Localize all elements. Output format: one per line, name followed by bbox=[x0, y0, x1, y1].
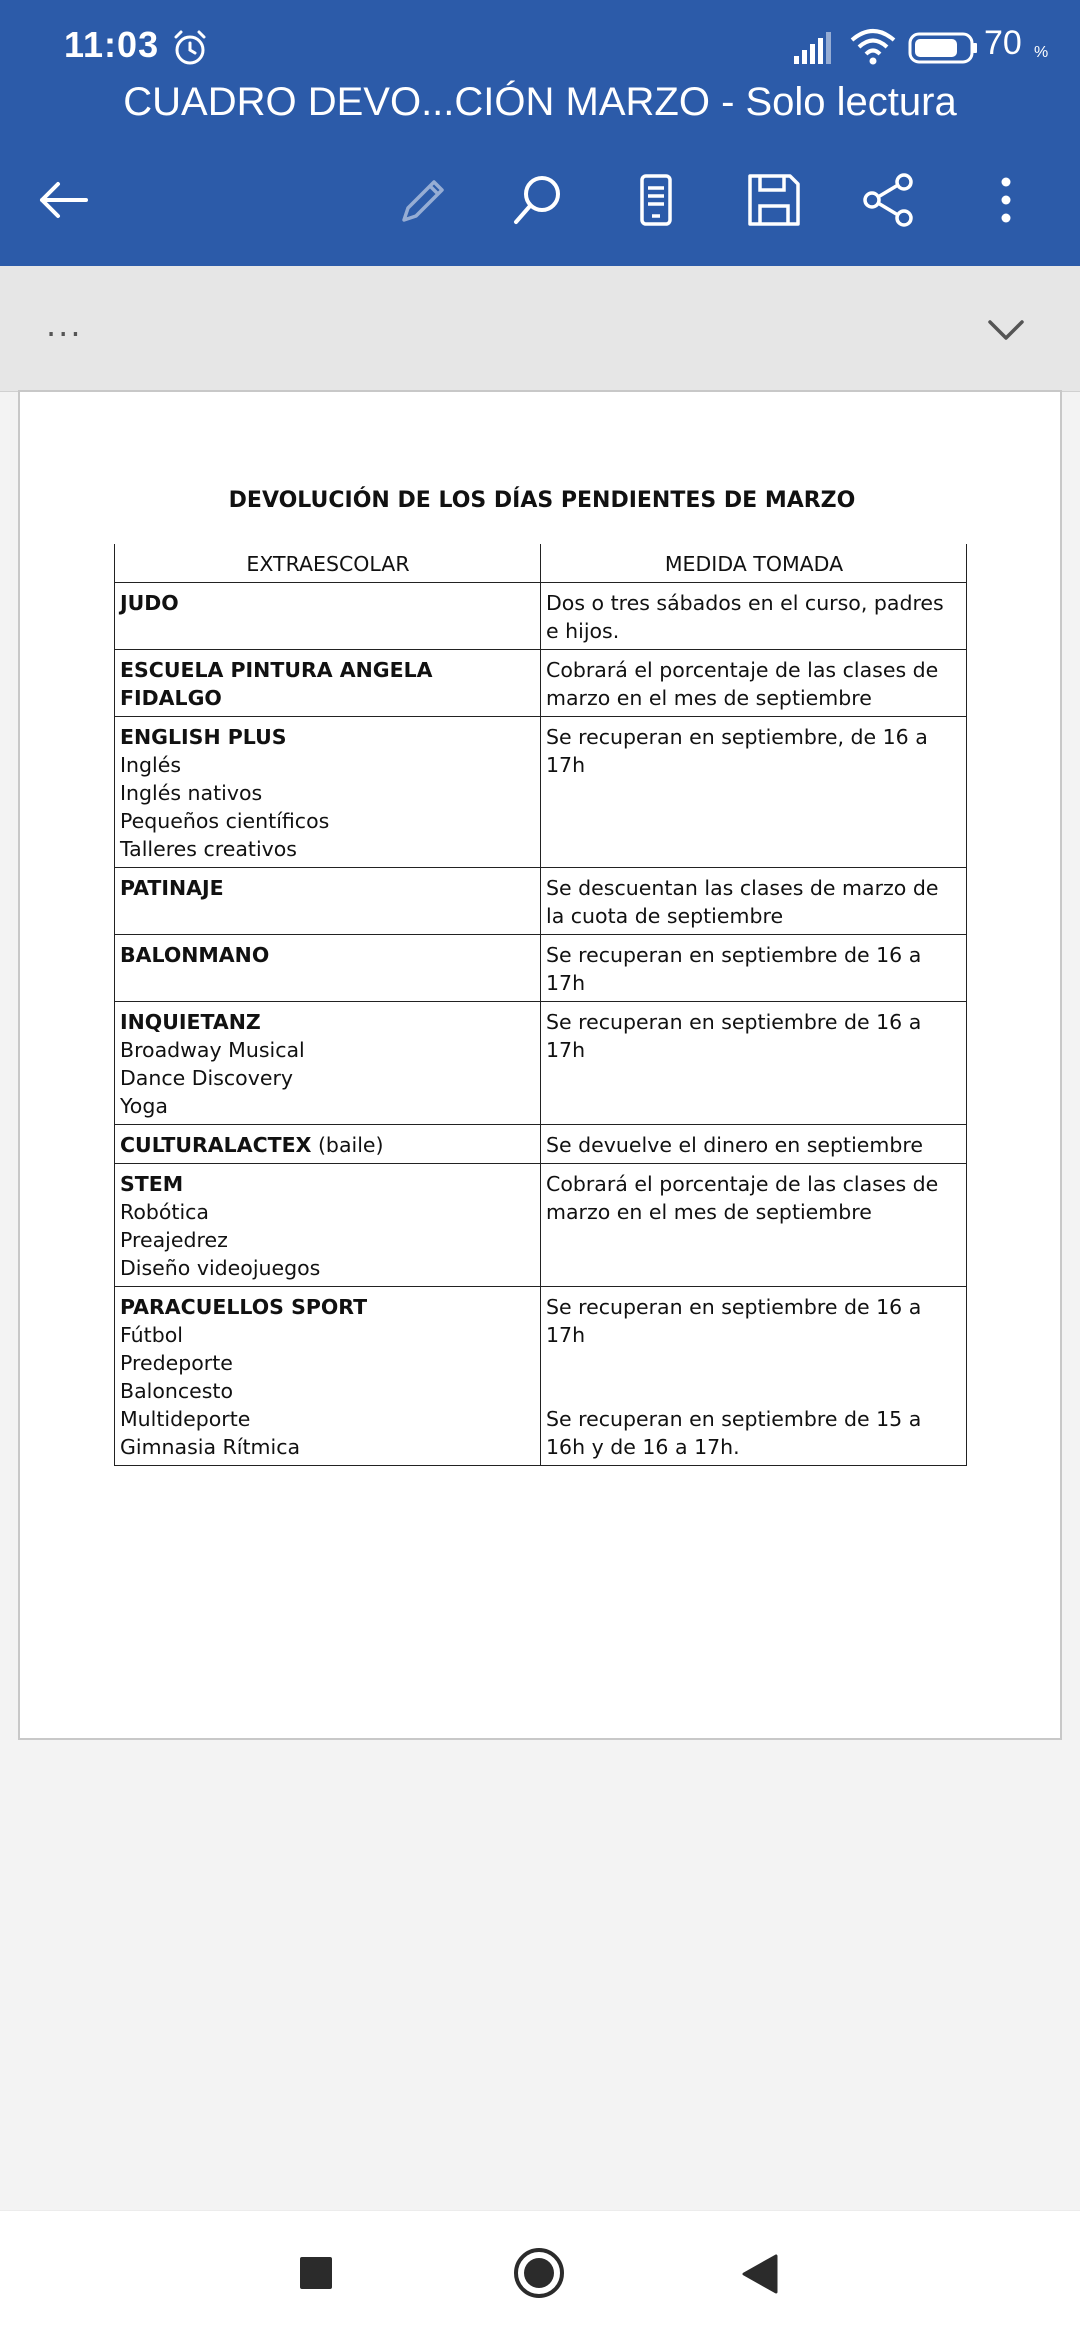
activity-note: (baile) bbox=[311, 1133, 384, 1157]
activity-subitem: Multideporte bbox=[120, 1407, 251, 1431]
measure-text: Se recuperan en septiembre, de 16 a 17h bbox=[546, 725, 928, 777]
activity-subitem: Pequeños científicos bbox=[120, 809, 330, 833]
activity-name: ENGLISH PLUS bbox=[120, 725, 287, 749]
column-header-measure: MEDIDA TOMADA bbox=[541, 544, 967, 583]
measure-cell bbox=[541, 583, 967, 650]
activity-cell bbox=[115, 650, 541, 717]
activity-cell bbox=[115, 1125, 541, 1164]
activity-cell bbox=[115, 935, 541, 1002]
activity-subitem: Broadway Musical bbox=[120, 1038, 305, 1062]
measure-cell bbox=[541, 1164, 967, 1287]
activity-subitem: Inglés nativos bbox=[120, 781, 263, 805]
activity-name: INQUIETANZ bbox=[120, 1010, 261, 1034]
measure-text: Dos o tres sábados en el curso, padres e hijos. bbox=[546, 591, 944, 643]
activity-subitem: Preajedrez bbox=[120, 1228, 228, 1252]
share-icon[interactable] bbox=[858, 170, 918, 230]
battery-percent: 70 bbox=[984, 24, 1022, 62]
edit-icon[interactable] bbox=[392, 170, 452, 230]
signal-icon bbox=[792, 30, 836, 64]
save-icon[interactable] bbox=[744, 170, 804, 230]
battery-icon bbox=[908, 32, 978, 64]
measure-cell bbox=[541, 1287, 967, 1466]
activity-subitem: Fútbol bbox=[120, 1323, 183, 1347]
reading-view-icon[interactable] bbox=[626, 170, 686, 230]
activity-cell bbox=[115, 717, 541, 868]
measure-cell bbox=[541, 650, 967, 717]
chevron-down-icon[interactable] bbox=[984, 310, 1028, 350]
table-row bbox=[115, 1125, 967, 1164]
activity-cell bbox=[115, 1002, 541, 1125]
activity-subitem: Baloncesto bbox=[120, 1379, 234, 1403]
measure-text: Cobrará el porcentaje de las clases de marzo en el mes de septiembre bbox=[546, 1172, 939, 1224]
measure-text: Se devuelve el dinero en septiembre bbox=[546, 1133, 923, 1157]
measure-text: Se recuperan en septiembre de 16 a 17h bbox=[546, 1295, 922, 1347]
activity-cell bbox=[115, 1287, 541, 1466]
measure-text: Se recuperan en septiembre de 16 a 17h bbox=[546, 943, 922, 995]
document-title: CUADRO DEVO...CIÓN MARZO - Solo lectura bbox=[123, 80, 957, 124]
activity-subitem: Gimnasia Rítmica bbox=[120, 1435, 301, 1459]
activity-cell bbox=[115, 583, 541, 650]
activity-cell bbox=[115, 1164, 541, 1287]
table-row bbox=[115, 717, 967, 868]
activity-cell bbox=[115, 868, 541, 935]
activity-name: PARACUELLOS SPORT bbox=[120, 1295, 368, 1319]
activity-name: ESCUELA PINTURA ANGELA FIDALGO bbox=[120, 658, 433, 710]
table-row bbox=[115, 1002, 967, 1125]
app-header bbox=[0, 0, 1080, 266]
activity-subitem: Diseño videojuegos bbox=[120, 1256, 321, 1280]
activity-subitem: Dance Discovery bbox=[120, 1066, 294, 1090]
activity-subitem: Talleres creativos bbox=[120, 837, 297, 861]
more-icon[interactable] bbox=[976, 170, 1036, 230]
activity-name: STEM bbox=[120, 1172, 184, 1196]
activity-name: JUDO bbox=[120, 591, 179, 615]
table-row bbox=[115, 650, 967, 717]
back-icon[interactable] bbox=[34, 170, 94, 230]
measure-cell bbox=[541, 868, 967, 935]
column-header-activity: EXTRAESCOLAR bbox=[115, 544, 541, 583]
activity-subitem: Yoga bbox=[120, 1094, 168, 1118]
activity-name: CULTURALACTEX bbox=[120, 1133, 312, 1157]
activity-subitem: Robótica bbox=[120, 1200, 209, 1224]
activities-table bbox=[114, 544, 967, 1466]
table-row bbox=[115, 935, 967, 1002]
table-row bbox=[115, 583, 967, 650]
measure-text: Se recuperan en septiembre de 16 a 17h bbox=[546, 1010, 922, 1062]
measure-text-secondary: Se recuperan en septiembre de 15 a 16h y de 16 a 17h. bbox=[546, 1407, 922, 1459]
activity-name: PATINAJE bbox=[120, 876, 224, 900]
measure-cell bbox=[541, 935, 967, 1002]
search-icon[interactable] bbox=[508, 170, 568, 230]
measure-cell bbox=[541, 1125, 967, 1164]
table-header-row bbox=[115, 544, 967, 583]
nav-recents-icon[interactable] bbox=[300, 2257, 332, 2289]
status-time: 11:03 bbox=[64, 24, 160, 65]
battery-unit: % bbox=[1034, 44, 1049, 61]
table-row bbox=[115, 1164, 967, 1287]
nav-back-icon[interactable] bbox=[740, 2252, 780, 2296]
measure-cell bbox=[541, 1002, 967, 1125]
measure-text: Cobrará el porcentaje de las clases de marzo en el mes de septiembre bbox=[546, 658, 939, 710]
document-heading: DEVOLUCIÓN DE LOS DÍAS PENDIENTES DE MARZO bbox=[228, 488, 856, 513]
table-row bbox=[115, 1287, 967, 1466]
measure-text: Se descuentan las clases de marzo de la cuota de septiembre bbox=[546, 876, 939, 928]
ribbon-bar bbox=[0, 266, 1080, 392]
measure-cell bbox=[541, 717, 967, 868]
nav-home-icon[interactable] bbox=[512, 2246, 566, 2300]
table-row bbox=[115, 868, 967, 935]
ribbon-ellipsis[interactable]: ... bbox=[46, 306, 83, 344]
wifi-icon bbox=[848, 26, 898, 68]
activity-subitem: Predeporte bbox=[120, 1351, 233, 1375]
document-page[interactable] bbox=[18, 390, 1062, 1740]
alarm-icon bbox=[170, 28, 210, 68]
table-body bbox=[115, 583, 967, 1466]
activity-subitem: Inglés bbox=[120, 753, 182, 777]
activity-name: BALONMANO bbox=[120, 943, 270, 967]
